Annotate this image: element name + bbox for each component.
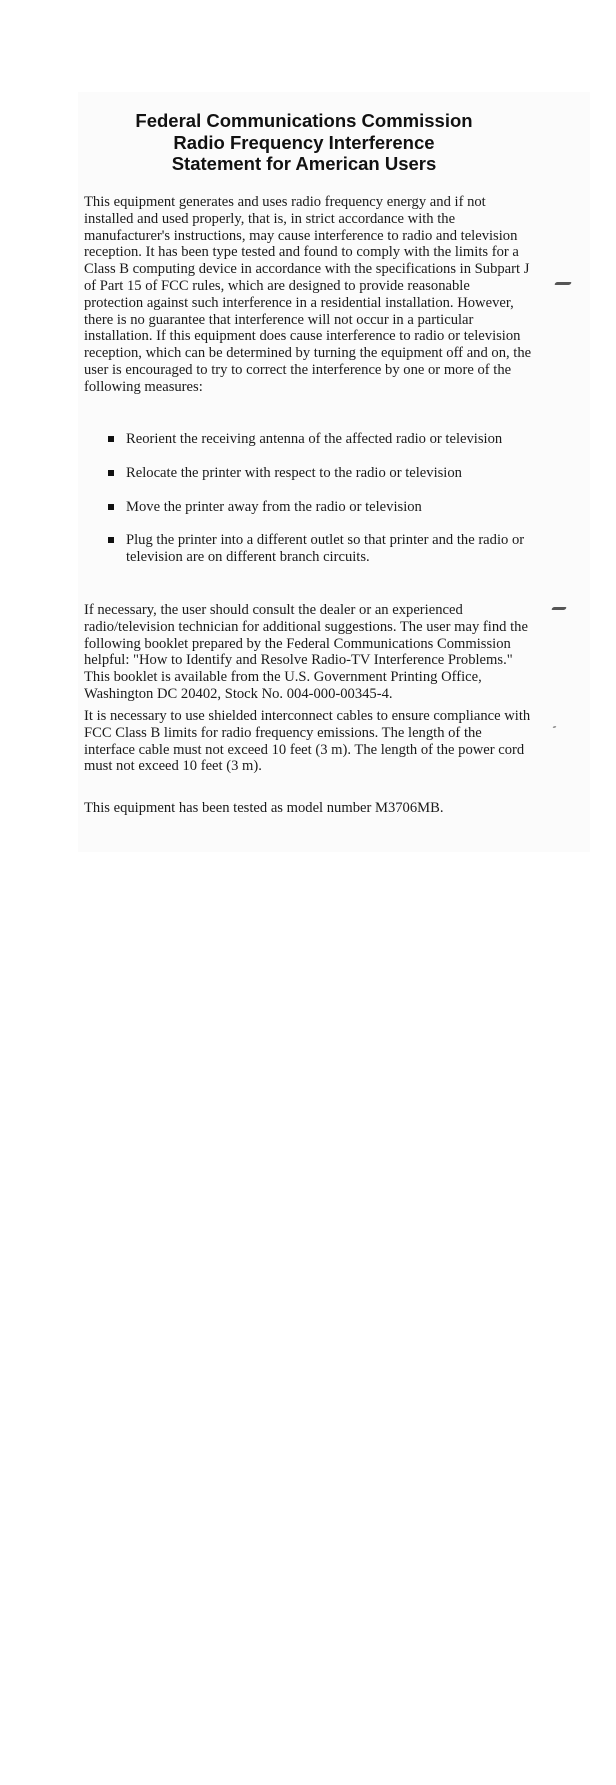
scan-artifact-mark xyxy=(551,607,567,610)
measure-text: Relocate the printer with respect to the radio or television xyxy=(126,464,462,481)
title-line-1: Federal Communications Commission xyxy=(135,110,473,131)
list-item xyxy=(104,465,532,482)
measure-text: Plug the printer into a different outlet so that printer and the radio or television are on different branch circuits. xyxy=(126,532,525,566)
list-item xyxy=(104,532,532,566)
bullet-square-icon xyxy=(108,504,114,510)
document-title xyxy=(84,110,524,175)
title-line-3: Statement for American Users xyxy=(171,153,437,174)
consult-paragraph: If necessary, the user should consult the dealer or an experienced radio/television technician for additional suggestions. The user may find the following booklet prepared by the Federal Communications Commission helpful: "How to Identify and Resolve Radio-TV Interference Problems." This booklet is available from the U.S. Government Printing Office, Washington DC 20402, Stock No. 004-000-00345-4. xyxy=(84,602,528,702)
cables-paragraph: It is necessary to use shielded interconnect cables to ensure compliance with FCC Class B limits for radio frequency emissions. The length of the interface cable must not exceed 10 feet (3 m). The length of the power cord must not exceed 10 feet (3 m). xyxy=(84,708,531,775)
intro-paragraph: This equipment generates and uses radio frequency energy and if not installed and used properly, that is, in strict accordance with the manufacturer's instructions, may cause interference to radio and television reception. It has been type tested and found to comply with the limits for a Class B computing device in accordance with the specifications in Subpart J of Part 15 of FCC rules, which are designed to provide reasonable protection against such interference in a residential installation. However, there is no guarantee that interference will not occur in a particular installation. If this equipment does cause interference to radio or television reception, which can be determined by turning the equipment off and on, the user is encouraged to try to correct the interference by one or more of the following measures: xyxy=(84,194,532,395)
list-item xyxy=(104,431,532,448)
scan-artifact-mark xyxy=(554,282,572,285)
measure-text: Reorient the receiving antenna of the affected radio or television xyxy=(126,431,503,447)
measure-text: Move the printer away from the radio or television xyxy=(126,498,422,515)
list-item xyxy=(104,499,532,516)
model-statement: This equipment has been tested as model number M3706MB. xyxy=(84,800,444,816)
title-line-2: Radio Frequency Interference xyxy=(173,131,435,153)
bullet-square-icon xyxy=(108,537,114,543)
bullet-square-icon xyxy=(108,436,114,442)
bullet-square-icon xyxy=(108,470,114,476)
measures-list xyxy=(104,431,532,583)
